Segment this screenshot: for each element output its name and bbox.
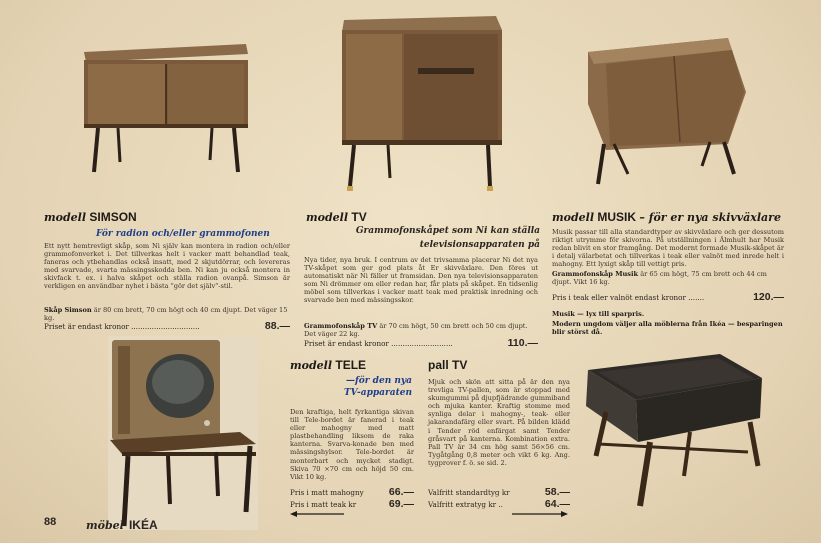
musik-heading [552,210,781,224]
left-arrow-icon [290,510,346,518]
page-number: 88 [44,516,57,528]
tv-spec-name: Grammofonskåp TV [304,322,378,330]
musik-price-label: Pris i teak eller valnöt endast kronor ....... [552,293,705,302]
tele-model-word: modell [290,359,333,372]
simson-name: SIMSON [89,210,137,224]
simson-heading [44,210,137,224]
tv-subtitle-line1: Grammofonskåpet som Ni kan ställa [355,226,540,236]
pall-name: TV [452,358,468,372]
pall-price1: 58.— [544,486,570,498]
pall-description: Mjuk och skön att sitta på är den nya trevliga TV-pallen, som är stoppad med skumgummi på djupfjädrande gummiband och mjuka kanter. Kraftig stomme med synliga delar i mahogny-, teak- eller jakarandafärg eller svart. På bilden klädd i Tender röd enfärgat samt Tender gråsvart på kanterna. Kombination extra. Pall TV är 34 cm hög samt 56×56 cm. Tygåtgång 0,8 meter och vikt 6 kg. Ang. tygprover f. ö. se sid. 2. [428,378,570,467]
tv-price: 110.— [507,337,538,349]
musik-note1-text: Musik — lyx till sparpris. [552,310,645,318]
musik-spec [552,270,784,286]
footer-brand-word: möbel [86,519,124,532]
musik-price: 120.— [753,291,784,303]
tele-description: Den kraftiga, helt fyrkantiga skivan till Tele-bordet är fanerad i teak eller mahogny med matt plastbehandling liksom de raka kanterna. Svarva-konade ben med mässingshylsor. Tele-bordet är monterbart och mycket stadigt. Skiva 70 ×70 cm och höjd 50 cm. Vikt 10 kg. [290,408,414,481]
tv-description: Nya tider, nya bruk. I centrum av det trivsamma placerar Ni det nya TV-skåpet som ger god plats åt Er skivväxlare. Den föres ut automatiskt när Ni fäller ut framsidan. Den nya televisionsapparaten som Ni drömmer om eller redan har, får plats på skåpet. En tidsenlig möbel som tillverkas i vacker matt teak med praktisk inredning och svarvade ben med mässingsskor. [304,256,538,305]
musik-tagline: – för er nya skivväxlare [639,211,781,224]
musik-note1 [552,310,784,318]
simson-description: Ett nytt hemtrevligt skåp, som Ni själv kan montera in radion och/eller grammofonverket i. Det tillverkas helt i vacker matt behandlad teak, faneras och ytbehandlas också insatt, med 2 skjutdörrar, och levereras med svarvade, svarta mässingsskodda ben. Ni kan ju också montera in skivfack t. ex. i halva skåpet och ställa radion ovanpå. Simson är verkligen en användbar nyhet i bästa "gör det själv"-stil. [44,242,290,291]
tele-price1-label: Pris i matt mahogny [290,488,364,497]
tele-price2-row [290,498,414,510]
simson-cabinet-illustration [78,34,254,194]
tele-subtitle-line2: TV-apparaten [343,388,412,398]
footer-brand-name: IKÉA [128,518,158,532]
musik-note2 [552,320,784,336]
tv-price-row [304,337,538,349]
tele-price1: 66.— [388,486,414,498]
simson-subtitle: För radion och/eller grammofonen [96,229,270,239]
tv-pall-illustration [578,348,764,514]
tv-name: TV [351,210,367,224]
musik-name: MUSIK [597,210,637,224]
tv-price-label: Priset är endast kronor ........................... [304,339,453,348]
simson-spec-text: är 80 cm brett, 70 cm högt och 40 cm djupt. Det väger 15 kg. [44,306,288,323]
simson-price-label: Priset är endast kronor .............................. [44,322,200,331]
simson-price: 88.— [264,320,290,332]
musik-cabinet-illustration [584,34,754,194]
simson-spec-name: Skåp Simson [44,306,92,314]
tele-price1-row [290,486,414,498]
tv-cabinet-illustration [338,10,508,200]
tele-price2-label: Pris i matt teak kr [290,500,357,509]
pall-price1-row [428,486,570,498]
tele-table-with-tv-photo [108,336,258,530]
right-arrow-icon [510,510,568,518]
footer-brand [86,514,158,533]
pall-price2-label: Valfritt extratyg kr .. [428,500,503,509]
simson-price-row [44,320,290,332]
tele-name: TELE [335,358,367,372]
musik-spec-text: är 65 cm högt, 75 cm brett och 44 cm djupt. Vikt 16 kg. [552,270,767,287]
tv-spec [304,322,538,338]
tv-heading [306,210,367,224]
tele-heading [290,358,366,372]
musik-price-row [552,291,784,303]
pall-price2-row [428,498,570,510]
musik-description: Musik passar till alla standardtyper av skivväxlare och ger dessutom riktigt utrymme för skivorna. På utställningen i Älmhult har Musik redan blivit en stor framgång. Det modernt formade Musik-skåpet är i detalj välarbetat och tillverkas i teak eller valnöt med inrede helt i mahogny. Ett lyxigt skåp till vettigt pris. [552,228,784,269]
musik-note2-text: Modern ungdom väljer alla möblerna från Ikéa — besparingen blir störst då. [552,320,783,337]
tv-subtitle-line2: televisionsapparaten på [419,240,540,250]
pall-price1-label: Valfritt standardtyg kr [428,488,510,497]
pall-heading [428,358,467,372]
tv-spec-text: är 70 cm högt, 50 cm brett och 50 cm djupt. Det väger 22 kg. [304,322,528,339]
simson-model-word: modell [44,211,87,224]
tele-subtitle-line1: —för den nya [345,376,412,386]
musik-model-word: modell [552,211,595,224]
pall-price2: 64.— [544,498,570,510]
tele-price2: 69.— [388,498,414,510]
musik-spec-name: Grammofonskåp Musik [552,270,639,278]
tv-model-word: modell [306,211,349,224]
pall-word: pall [428,358,449,372]
